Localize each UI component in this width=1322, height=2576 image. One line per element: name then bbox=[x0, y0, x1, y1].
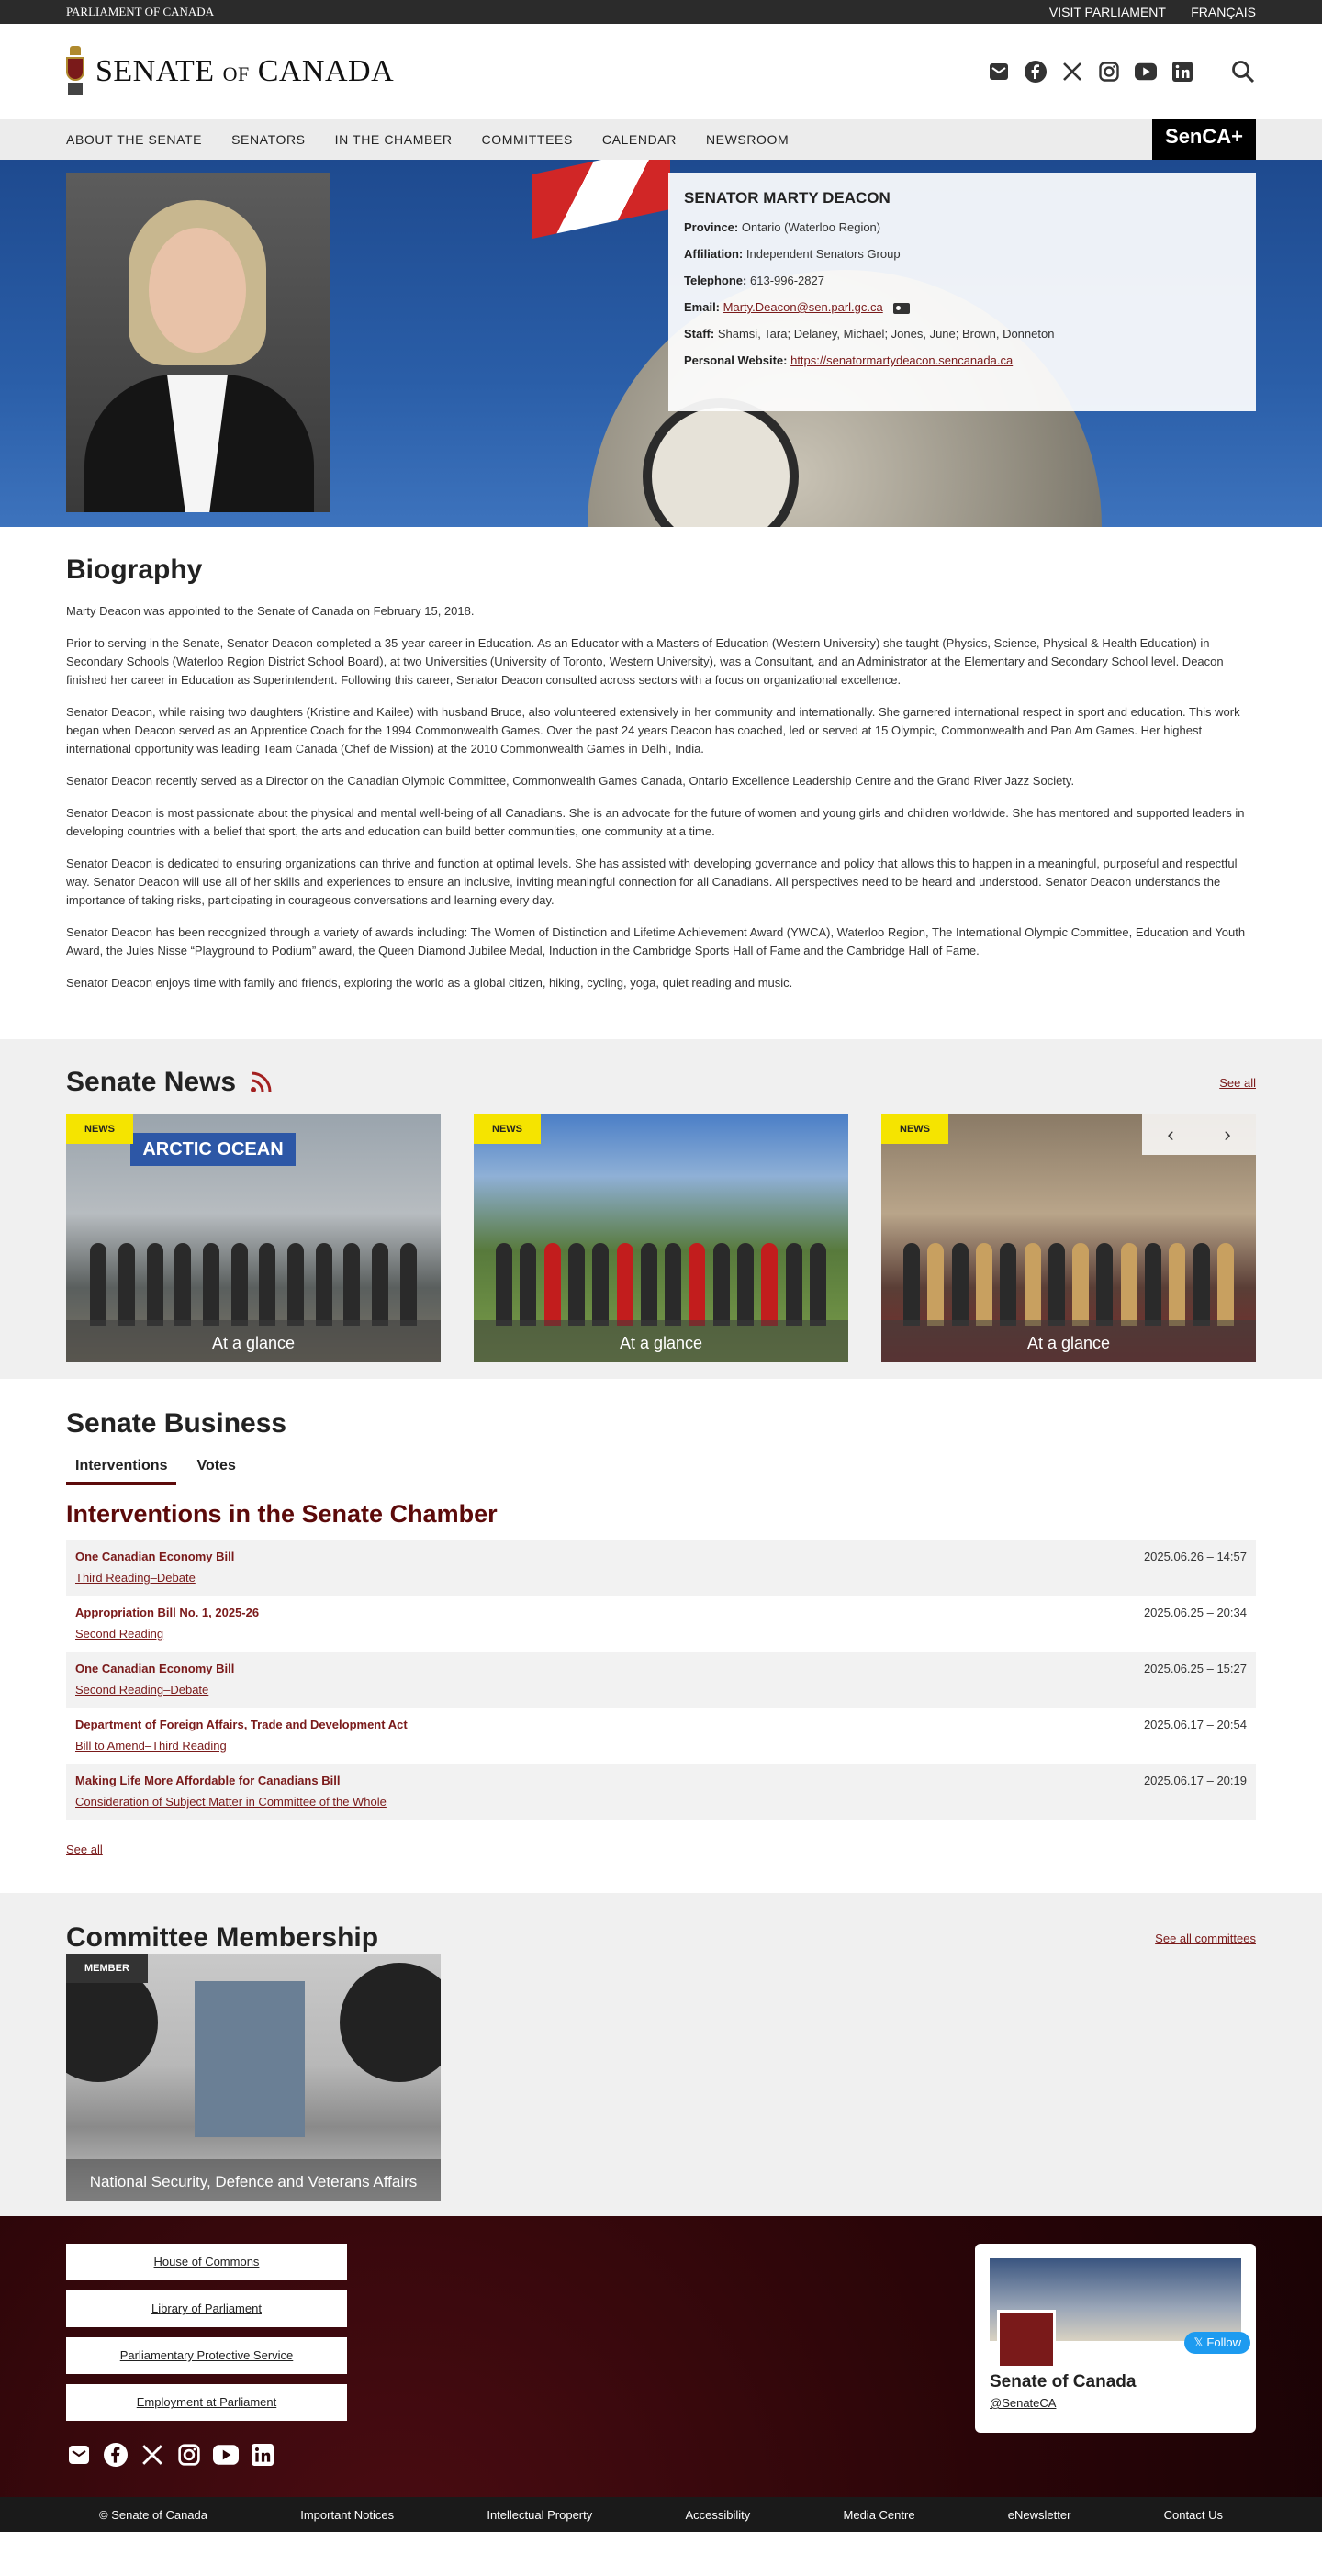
rss-icon[interactable] bbox=[249, 1070, 273, 1094]
senate-news-title: Senate News bbox=[66, 1067, 237, 1097]
footer-link-accessibility[interactable]: Accessibility bbox=[685, 2507, 751, 2522]
interventions-list bbox=[66, 1540, 1256, 1820]
intervention-bill-link[interactable]: Making Life More Affordable for Canadians Bill bbox=[75, 1774, 341, 1787]
carousel-controls bbox=[1142, 1114, 1256, 1155]
news-card[interactable] bbox=[474, 1114, 848, 1362]
committee-membership-title: Committee Membership bbox=[66, 1922, 379, 1953]
nav-committees[interactable]: COMMITTEES bbox=[481, 132, 573, 147]
committee-card[interactable] bbox=[66, 1954, 441, 2201]
biography-paragraph: Senator Deacon is most passionate about the physical and mental well-being of all Canadians. She is an advocate for the future of women and young girls and children worldwide. She has mentored and supported leaders in developing countries with a belief that sport, the arts and education can build better communities, one community at a time. bbox=[66, 806, 1245, 838]
senator-portrait bbox=[66, 173, 330, 512]
senca-plus-button[interactable]: SenCA+ bbox=[1152, 119, 1256, 160]
x-profile-card bbox=[975, 2244, 1256, 2433]
footer-link-employment[interactable]: Employment at Parliament bbox=[66, 2384, 347, 2421]
email-icon[interactable] bbox=[988, 61, 1010, 83]
intervention-row bbox=[66, 1596, 1256, 1652]
senator-affiliation bbox=[684, 247, 1240, 261]
telephone-value: 613-996-2827 bbox=[750, 274, 824, 287]
senator-email bbox=[684, 300, 1240, 314]
footer-link-important-notices[interactable]: Important Notices bbox=[300, 2507, 395, 2522]
intervention-stage-link[interactable]: Second Reading–Debate bbox=[75, 1683, 209, 1697]
senate-logo[interactable] bbox=[66, 46, 394, 97]
x-profile-banner bbox=[990, 2258, 1241, 2341]
senator-info-card bbox=[668, 173, 1256, 411]
news-carousel bbox=[66, 1114, 1256, 1362]
main-navigation bbox=[0, 119, 1322, 160]
instagram-icon[interactable] bbox=[1098, 61, 1120, 83]
nav-in-the-chamber[interactable]: IN THE CHAMBER bbox=[334, 132, 453, 147]
linkedin-icon[interactable] bbox=[1171, 61, 1193, 83]
nav-newsroom[interactable]: NEWSROOM bbox=[705, 132, 790, 147]
footer-link-protective-service[interactable]: Parliamentary Protective Service bbox=[66, 2337, 347, 2374]
chevron-right-icon[interactable]: › bbox=[1224, 1123, 1231, 1146]
x-follow-label: Follow bbox=[1206, 2335, 1241, 2349]
intervention-date: 2025.06.25 – 15:27 bbox=[1143, 1662, 1247, 1675]
footer-link-house-of-commons[interactable]: House of Commons bbox=[66, 2244, 347, 2280]
news-card-caption: At a glance bbox=[881, 1320, 1256, 1362]
linkedin-icon[interactable] bbox=[250, 2442, 275, 2468]
senate-business-section bbox=[0, 1379, 1322, 1893]
biography-paragraph: Marty Deacon was appointed to the Senate of Canada on February 15, 2018. bbox=[66, 604, 475, 618]
website-label: Personal Website: bbox=[684, 353, 788, 367]
committee-membership-section bbox=[0, 1893, 1322, 2216]
news-card[interactable] bbox=[66, 1114, 441, 1362]
biography-paragraph: Senator Deacon is dedicated to ensuring organizations can thrive and function at optimal levels. She has assisted with developing governance and policy that allows this to happen in a meaningful, purposeful and respectful way. Senator Deacon will use all of her skills and experiences to ensure an inclusive, inviting meaningful connection for all Canadians. All perspectives need to be heard and understood. Senator Deacon understands the importance of taking risks, participating in courageous conversations and learning every day. bbox=[66, 857, 1238, 907]
logo-word-canada: CANADA bbox=[257, 54, 395, 88]
facebook-icon[interactable] bbox=[103, 2442, 129, 2468]
site-header bbox=[0, 24, 1322, 119]
news-card[interactable] bbox=[881, 1114, 1256, 1362]
footer-link-intellectual-property[interactable]: Intellectual Property bbox=[487, 2507, 593, 2522]
intervention-row bbox=[66, 1708, 1256, 1764]
nav-about-the-senate[interactable]: ABOUT THE SENATE bbox=[66, 132, 203, 147]
visit-parliament-link[interactable]: VISIT PARLIAMENT bbox=[1048, 4, 1166, 19]
footer-link-library-of-parliament[interactable]: Library of Parliament bbox=[66, 2290, 347, 2327]
email-link[interactable]: Marty.Deacon@sen.parl.gc.ca bbox=[723, 300, 883, 314]
copyright-text: © Senate of Canada bbox=[99, 2507, 207, 2522]
senator-staff bbox=[684, 327, 1240, 341]
see-all-committees-link[interactable]: See all committees bbox=[1155, 1931, 1256, 1945]
interventions-see-all-link[interactable]: See all bbox=[66, 1842, 103, 1856]
biography-title: Biography bbox=[66, 554, 203, 585]
x-follow-button[interactable] bbox=[1184, 2332, 1250, 2354]
footer-link-media-centre[interactable]: Media Centre bbox=[843, 2507, 915, 2522]
footer-bottom-bar bbox=[0, 2497, 1322, 2532]
province-label: Province: bbox=[684, 220, 739, 234]
intervention-row bbox=[66, 1764, 1256, 1820]
intervention-stage-link[interactable]: Consideration of Subject Matter in Committee of the Whole bbox=[75, 1795, 387, 1809]
affiliation-value: Independent Senators Group bbox=[745, 247, 901, 261]
x-icon[interactable] bbox=[1061, 61, 1083, 83]
senator-name: SENATOR MARTY DEACON bbox=[684, 189, 891, 207]
intervention-stage-link[interactable]: Bill to Amend–Third Reading bbox=[75, 1739, 227, 1753]
staff-value: Shamsi, Tara; Delaney, Michael; Jones, June; Brown, Donneton bbox=[717, 327, 1055, 341]
biography-paragraph: Senator Deacon, while raising two daughters (Kristine and Kailee) with husband Bruce, also volunteered extensively in her community and internationally. She garnered international respect in sport and education. This work began when Deacon served as an Apprentice Coach for the 1994 Commonwealth Games. Over the past 24 years Deacon has coached, led or served at 15 Olympic, Commonwealth and Pan Am Games. Her highest international opportunity was leading Team Canada (Chef de Mission) at the 2010 Commonwealth Games in Delhi, India. bbox=[66, 705, 1240, 756]
province-value: Ontario (Waterloo Region) bbox=[741, 220, 881, 234]
senator-province bbox=[684, 220, 1240, 234]
committee-card-caption: National Security, Defence and Veterans Affairs bbox=[66, 2159, 441, 2201]
email-label: Email: bbox=[684, 300, 721, 314]
biography-paragraph: Prior to serving in the Senate, Senator Deacon completed a 35-year career in Education. As an Educator with a Masters of Education (Western University) she taught (Physics, Science, Physical & Health Education) in Secondary Schools (Waterloo Region District School Board), at two Universities (University of Toronto, Western University), was a Consultant, and an Administrator at the Elementary and Secondary School level. Deacon finished her career in Education as Superintendent. Following this career, Senator Deacon consulted across sectors with a focus on organizational excellence. bbox=[66, 636, 1224, 687]
logo-word-of: OF bbox=[222, 62, 250, 85]
tab-votes[interactable]: Votes bbox=[196, 1458, 236, 1473]
biography-paragraph: Senator Deacon has been recognized through a variety of awards including: The Women of Distinction and Lifetime Achievement Award (YWCA), Waterloo Region, The International Olympic Committee, Education and Youth Award, the Jules Nisse “Playground to Podium” award, the Queen Diamond Jubilee Medal, Induction in the Cambridge Sports Hall of Fame and the Cambridge Hall of Fame. bbox=[66, 925, 1246, 958]
x-profile-handle[interactable]: @SenateCA bbox=[990, 2396, 1057, 2410]
intervention-date: 2025.06.26 – 14:57 bbox=[1143, 1550, 1247, 1563]
news-badge: NEWS bbox=[881, 1114, 948, 1144]
affiliation-label: Affiliation: bbox=[684, 247, 744, 261]
x-icon[interactable] bbox=[140, 2442, 165, 2468]
nav-calendar[interactable]: CALENDAR bbox=[601, 132, 677, 147]
intervention-date: 2025.06.25 – 20:34 bbox=[1143, 1606, 1247, 1619]
footer-links bbox=[66, 2244, 347, 2431]
news-badge: NEWS bbox=[66, 1114, 133, 1144]
senator-hero bbox=[0, 160, 1322, 527]
header-social-icons bbox=[973, 59, 1256, 84]
staff-label: Staff: bbox=[684, 327, 715, 341]
nav-senators[interactable]: SENATORS bbox=[231, 132, 306, 147]
intervention-bill-link[interactable]: One Canadian Economy Bill bbox=[75, 1550, 235, 1563]
interventions-subtitle: Interventions in the Senate Chamber bbox=[66, 1500, 498, 1528]
email-icon[interactable] bbox=[66, 2442, 92, 2468]
intervention-date: 2025.06.17 – 20:19 bbox=[1143, 1774, 1247, 1787]
intervention-stage-link[interactable]: Second Reading bbox=[75, 1627, 164, 1641]
telephone-label: Telephone: bbox=[684, 274, 747, 287]
arctic-ocean-sign: ARCTIC OCEAN bbox=[130, 1133, 296, 1166]
senate-news-heading bbox=[66, 1067, 273, 1098]
parliament-topbar bbox=[0, 0, 1322, 24]
footer-social-icons bbox=[66, 2442, 286, 2468]
youtube-icon[interactable] bbox=[1135, 61, 1157, 83]
news-badge: NEWS bbox=[474, 1114, 541, 1144]
intervention-row bbox=[66, 1652, 1256, 1708]
youtube-icon[interactable] bbox=[213, 2442, 239, 2468]
intervention-stage-link[interactable]: Third Reading–Debate bbox=[75, 1571, 196, 1585]
intervention-bill-link[interactable]: One Canadian Economy Bill bbox=[75, 1662, 235, 1675]
news-card-caption: At a glance bbox=[66, 1320, 441, 1362]
instagram-icon[interactable] bbox=[176, 2442, 202, 2468]
search-icon[interactable] bbox=[1230, 59, 1256, 84]
news-card-caption: At a glance bbox=[474, 1320, 848, 1362]
biography-section bbox=[0, 527, 1322, 1039]
biography-paragraph: Senator Deacon enjoys time with family and friends, exploring the world as a global citizen, hiking, cycling, yoga, quiet reading and music. bbox=[66, 976, 793, 990]
intervention-bill-link[interactable]: Appropriation Bill No. 1, 2025-26 bbox=[75, 1606, 260, 1619]
x-profile-name: Senate of Canada bbox=[990, 2372, 1137, 2391]
senate-news-section bbox=[0, 1039, 1322, 1379]
senator-telephone bbox=[684, 274, 1240, 287]
website-link[interactable]: https://senatormartydeacon.sencanada.ca bbox=[790, 353, 1014, 367]
footer-link-enewsletter[interactable]: eNewsletter bbox=[1007, 2507, 1071, 2522]
business-tabs bbox=[66, 1454, 1256, 1485]
logo-word-senate: SENATE bbox=[95, 54, 215, 88]
senator-website bbox=[684, 353, 1240, 367]
footer-link-contact-us[interactable]: Contact Us bbox=[1163, 2507, 1223, 2522]
vcard-icon[interactable] bbox=[893, 303, 910, 314]
logo-wordmark bbox=[95, 54, 394, 89]
intervention-bill-link[interactable]: Department of Foreign Affairs, Trade and Development Act bbox=[75, 1718, 408, 1731]
senate-business-title: Senate Business bbox=[66, 1408, 287, 1439]
parliament-of-canada-link[interactable]: PARLIAMENT OF CANADA bbox=[66, 5, 215, 18]
news-see-all-link[interactable]: See all bbox=[1219, 1075, 1256, 1090]
x-icon: 𝕏 bbox=[1193, 2335, 1207, 2349]
site-footer bbox=[0, 2216, 1322, 2497]
intervention-date: 2025.06.17 – 20:54 bbox=[1143, 1718, 1247, 1731]
facebook-icon[interactable] bbox=[1025, 61, 1047, 83]
senate-mace-icon bbox=[66, 46, 84, 97]
x-profile-avatar bbox=[997, 2310, 1056, 2369]
member-badge: MEMBER bbox=[66, 1954, 148, 1983]
chevron-left-icon[interactable]: ‹ bbox=[1167, 1123, 1174, 1146]
tab-interventions[interactable]: Interventions bbox=[66, 1454, 176, 1485]
intervention-row bbox=[66, 1540, 1256, 1596]
biography-paragraph: Senator Deacon recently served as a Director on the Canadian Olympic Committee, Commonwealth Games Canada, Ontario Excellence Leadership Centre and the Grand River Jazz Society. bbox=[66, 774, 1075, 788]
language-toggle-link[interactable]: FRANÇAIS bbox=[1191, 4, 1256, 19]
